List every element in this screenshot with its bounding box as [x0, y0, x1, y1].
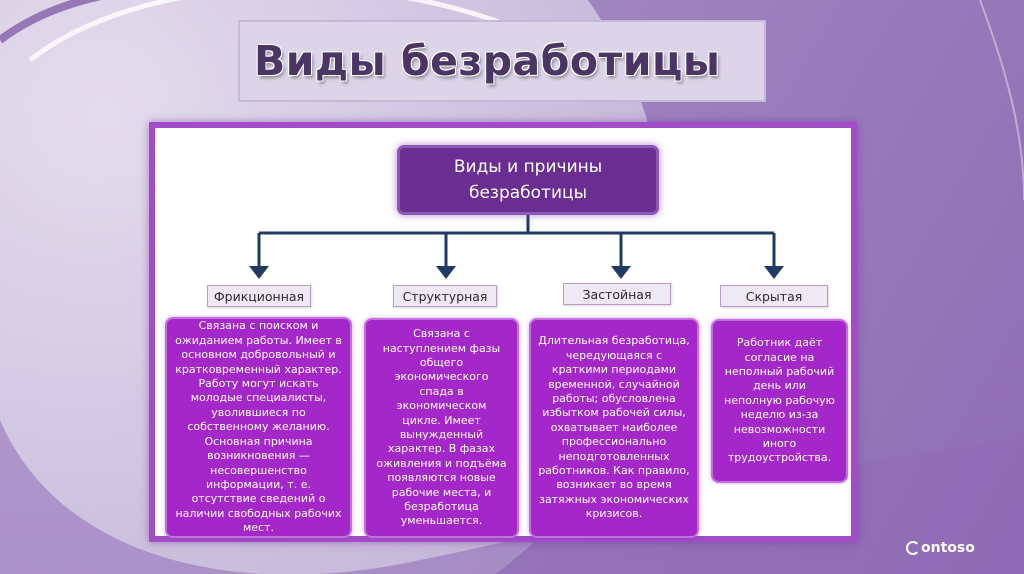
- slide-title: Виды безработицы: [254, 37, 721, 85]
- type-label-text: Структурная: [402, 288, 488, 304]
- description-text: Работник даёт согласие на неполный рабочий день или неполную рабочую неделю из-за невозможности иного трудоустройства.: [724, 336, 835, 465]
- root-node: [397, 145, 659, 215]
- description-text: Связана с поиском и ожиданием работы. Имеет в основном добровольный и кратковременный характер. Работу могут искать молодые специалисты, уволившиеся по собственному желанию. Основная причина возникновения — несовершенство информации, т. е. отсутствие сведений о наличии свободных рабочих мест.: [175, 319, 342, 535]
- logo-ring-icon: [906, 541, 920, 555]
- description-text: Длительная безработица, чередующаяся с краткими периодами временной, случайной работы; обусловлена избытком рабочей силы, охватывает наиболее профессионально неподготовленных работников. Как правило, возникает во время затяжных экономических кризисов.: [538, 334, 690, 521]
- contoso-logo: [906, 540, 975, 556]
- type-label-text: Фрикционная: [213, 288, 305, 304]
- root-node-label: Виды и причины безработицы: [453, 157, 603, 203]
- type-label-hidden: [720, 285, 828, 307]
- description-hidden: [711, 319, 848, 483]
- type-label-text: Скрытая: [745, 288, 803, 304]
- description-stagnant: [529, 318, 699, 538]
- logo-text: ontoso: [921, 540, 975, 556]
- description-text: Связана с наступлением фазы общего экономического спада в экономическом цикле. Имеет вынужденный характер. В фазах оживления и подъёма появляются новые рабочие места, и безработица уменьшается.: [376, 327, 507, 528]
- type-label-frictional: [207, 285, 311, 307]
- description-frictional: [165, 317, 352, 538]
- type-label-stagnant: [563, 283, 671, 305]
- type-label-text: Застойная: [582, 286, 652, 302]
- description-structural: [364, 318, 519, 538]
- title-box: [238, 20, 766, 102]
- type-label-structural: [393, 285, 497, 307]
